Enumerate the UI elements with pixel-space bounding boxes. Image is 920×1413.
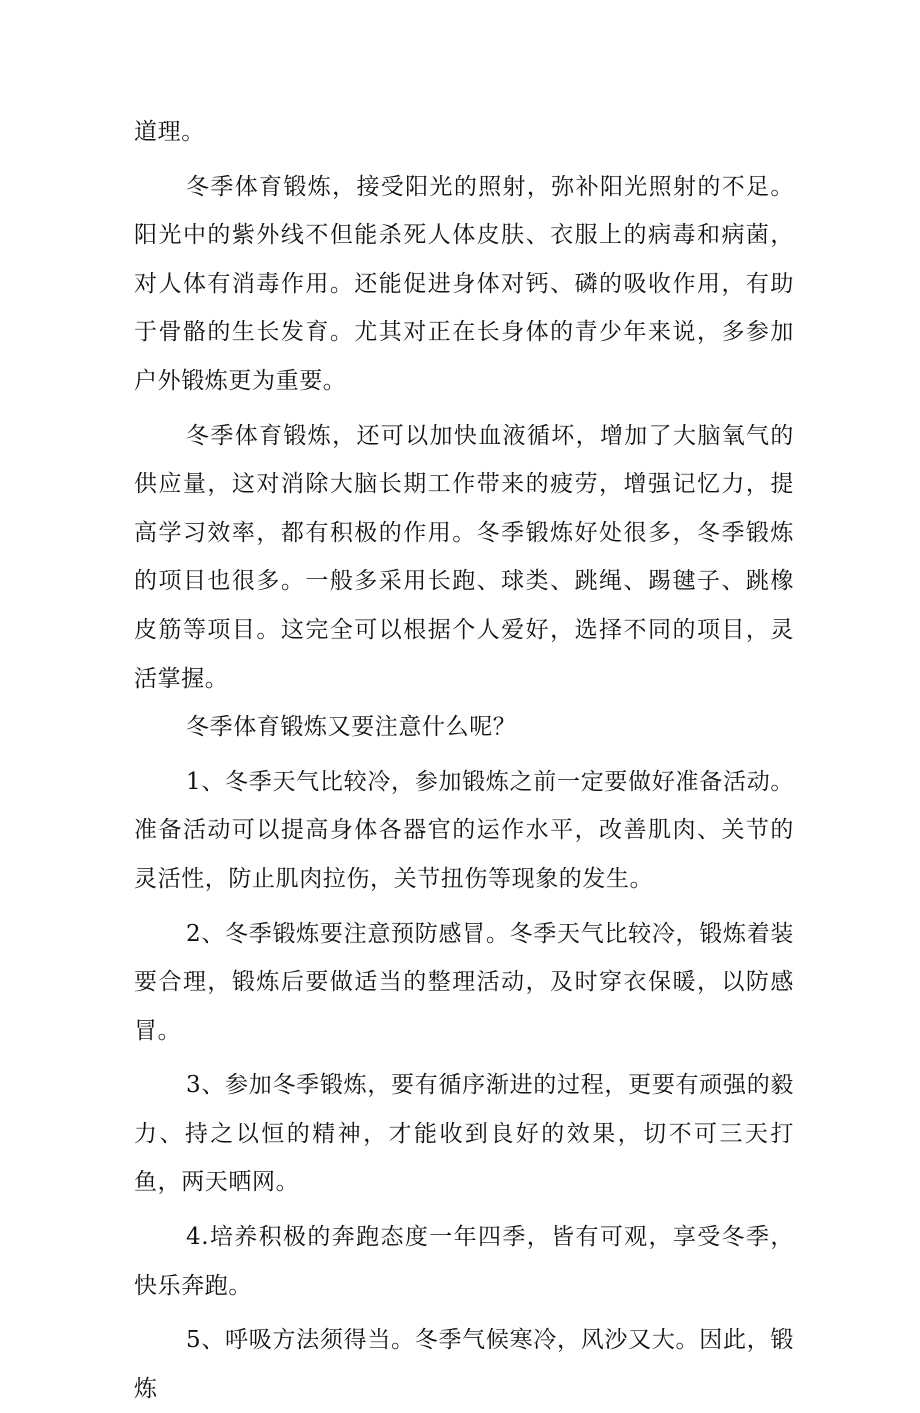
paragraph-circulation-benefits: 冬季体育锻炼，还可以加快血液循坏，增加了大脑氧气的供应量，这对消除大脑长期工作带来的疲劳，增强记忆力，提高学习效率，都有积极的作用。冬季锻炼好处很多，冬季锻炼的项目也很多。一般多采用长跑、球类、跳绳、踢毽子、跳橡皮筋等项目。这完全可以根据个人爱好，选择不同的项目，灵活掌握。: [134, 422, 794, 692]
paragraph-sunlight-benefits: 冬季体育锻炼，接受阳光的照射，弥补阳光照射的不足。阳光中的紫外线不但能杀死人体皮肤、衣服上的病毒和病菌，对人体有消毒作用。还能促进身体对钙、磷的吸收作用，有助于骨骼的生长发育。尤其对正在长身体的青少年来说，多参加户外锻炼更为重要。: [134, 173, 794, 394]
paragraph-precautions-heading: 冬季体育锻炼又要注意什么呢？: [186, 714, 517, 741]
paragraph-tip-4-running-attitude: 4.培养积极的奔跑态度一年四季，皆有可观，享受冬季，快乐奔跑。: [134, 1224, 794, 1299]
paragraph-tip-1-warmup: 1、冬季天气比较冷，参加锻炼之前一定要做好准备活动。准备活动可以提高身体各器官的运作水平，改善肌肉、关节的灵活性，防止肌肉拉伤，关节扭伤等现象的发生。: [134, 768, 794, 892]
paragraph-continuation: 道理。: [134, 119, 205, 145]
document-body: [134, 108, 794, 1413]
paragraph-tip-5-breathing: 5、呼吸方法须得当。冬季气候寒冷，风沙又大。因此，锻炼: [134, 1327, 794, 1402]
paragraph-tip-2-cold-prevention: 2、冬季锻炼要注意预防感冒。冬季天气比较冷，锻炼着装要合理，锻炼后要做适当的整理活动，及时穿衣保暖，以防感冒。: [134, 920, 794, 1044]
paragraph-tip-3-persistence: 3、参加冬季锻炼，要有循序渐进的过程，更要有顽强的毅力、持之以恒的精神，才能收到良好的效果，切不可三天打鱼，两天晒网。: [134, 1072, 794, 1196]
